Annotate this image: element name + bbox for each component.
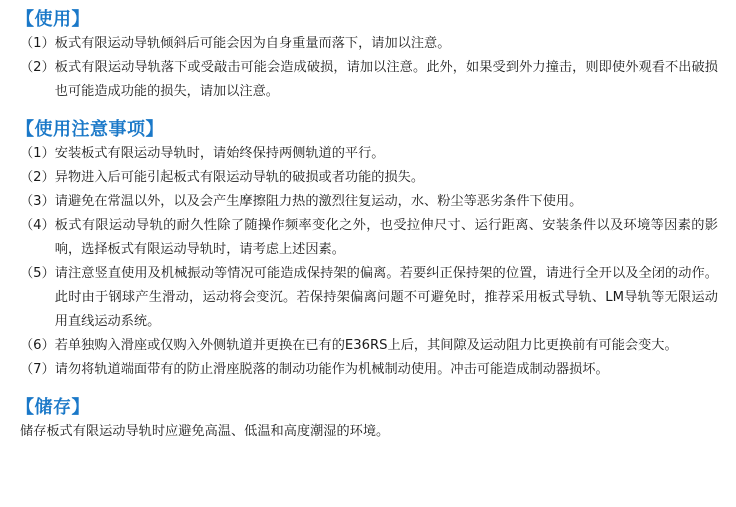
item-number: （4） [20,218,55,233]
item-number: （2） [20,60,55,75]
item-number: （1） [20,146,55,161]
precautions-heading: 【使用注意事项】 [16,119,164,140]
list-item [20,214,718,262]
list-item [20,142,718,166]
usage-list [20,32,718,104]
item-text: 请勿将轨道端面带有的防止滑座脱落的制动功能作为机械制动使用。冲击可能造成制动器损坏。 [54,362,609,377]
item-text: 若单独购入滑座或仅购入外侧轨道并更换在已有的E36RS上后，其间隙及运动阻力比更换前有可能会变大。 [54,338,678,353]
storage-text: 储存板式有限运动导轨时应避免高温、低温和高度潮湿的环境。 [20,424,390,439]
item-number: （3） [20,194,55,209]
item-number: （7） [20,362,55,377]
list-item [20,334,718,358]
item-text: 板式有限运动导轨落下或受敲击可能会造成破损，请加以注意。此外，如果受到外力撞击，则即使外观看不出破损也可能造成功能的损失，请加以注意。 [54,60,718,99]
item-number: （6） [20,338,55,353]
list-item [20,32,718,56]
precautions-list [20,142,718,382]
item-text: 请避免在常温以外，以及会产生摩擦阻力热的激烈往复运动，水、粉尘等恶劣条件下使用。 [54,194,583,209]
item-text: 请注意竖直使用及机械振动等情况可能造成保持架的偏离。若要纠正保持架的位置，请进行全开以及全闭的动作。此时由于钢球产生滑动，运动将会变沉。若保持架偏离问题不可避免时，推荐采用板式导轨、LM导轨等无限运动用直线运动系统。 [54,266,718,329]
list-item [20,262,718,334]
list-item [20,56,718,104]
item-number: （2） [20,170,55,185]
precautions-section [16,118,718,382]
list-item [20,190,718,214]
item-text: 异物进入后可能引起板式有限运动导轨的破损或者功能的损失。 [54,170,425,185]
storage-section [16,396,718,444]
list-item [20,166,718,190]
item-number: （5） [20,266,55,281]
item-number: （1） [20,36,55,51]
item-text: 板式有限运动导轨的耐久性除了随操作频率变化之外，也受拉伸尺寸、运行距离、安装条件以及环境等因素的影响，选择板式有限运动导轨时，请考虑上述因素。 [54,218,718,257]
item-text: 板式有限运动导轨倾斜后可能会因为自身重量而落下，请加以注意。 [54,36,451,51]
item-text: 安装板式有限运动导轨时，请始终保持两侧轨道的平行。 [54,146,385,161]
usage-heading: 【使用】 [16,9,90,30]
storage-heading: 【储存】 [16,397,90,418]
list-item [20,358,718,382]
usage-section [16,8,718,104]
